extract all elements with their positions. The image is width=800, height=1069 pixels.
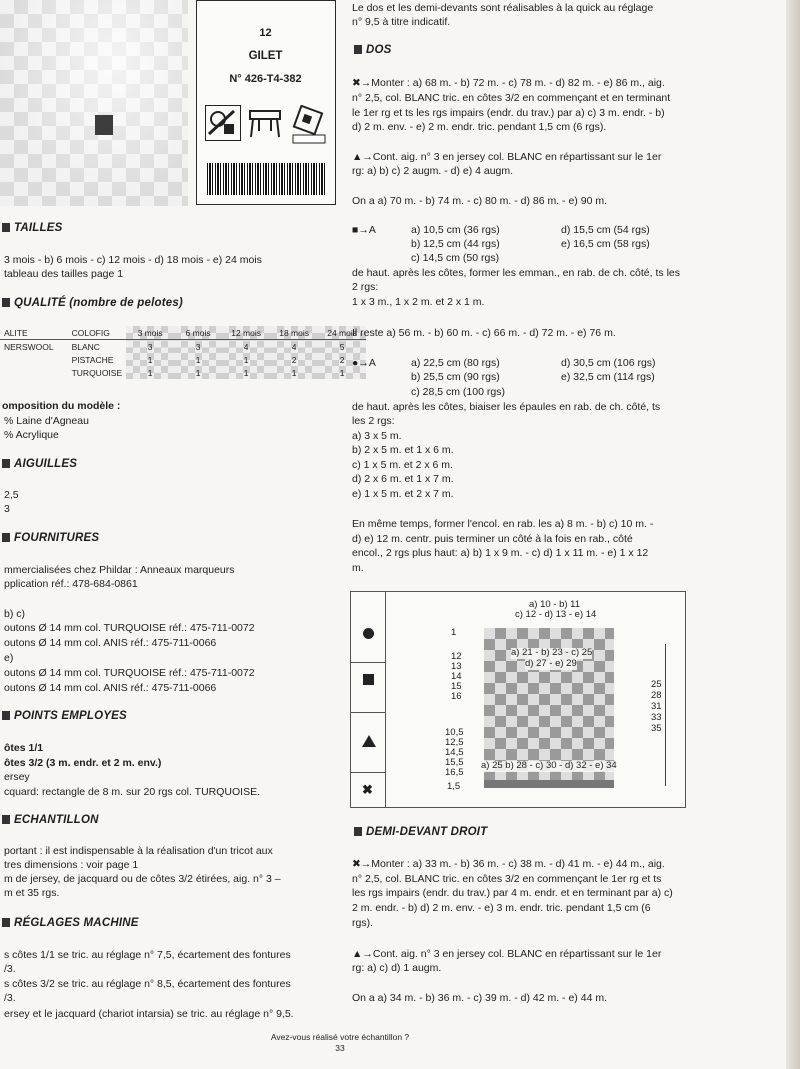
dos-p3: On a a) 70 m. - b) 74 m. - c) 80 m. - d) 86 m. - e) 90 m. bbox=[352, 195, 607, 207]
schematic-inner1: a) 21 - b) 23 - c) 25 bbox=[511, 647, 593, 658]
photo-pocket-badge bbox=[95, 115, 113, 135]
boutons-line3: e) bbox=[4, 652, 14, 664]
schematic-low-a: 10,5 bbox=[445, 727, 464, 738]
boutons-line2: outons Ø 14 mm col. ANIS réf.: 475-711-0066 bbox=[4, 637, 217, 649]
dos-square-d: d) 15,5 cm (54 rgs) bbox=[561, 224, 650, 236]
dos-p1-line1: ✖→Monter : a) 68 m. - b) 72 m. - c) 78 m. - d) 82 m. - e) 86 m., aig. bbox=[352, 77, 665, 89]
table-cell: 3 bbox=[174, 340, 222, 354]
footer-question: Avez-vous réalisé votre échantillon ? bbox=[270, 1032, 410, 1042]
schematic-left-b: 13 bbox=[451, 661, 462, 672]
dos-epaule-b: b) 2 x 5 m. et 1 x 6 m. bbox=[352, 444, 454, 456]
table-cell: PISTACHE bbox=[71, 354, 114, 365]
dos-square-b: b) 12,5 cm (44 rgs) bbox=[411, 238, 500, 250]
reglages-line4: /3. bbox=[4, 992, 16, 1004]
table-row bbox=[0, 366, 366, 379]
schematic-rib: 1,5 bbox=[447, 781, 461, 792]
page-number: 33 bbox=[335, 1043, 345, 1053]
dos-p2-line2: rg: a) b) c) 2 augm. - d) e) 4 augm. bbox=[352, 165, 514, 177]
dos-square-label: ■→A bbox=[352, 224, 376, 236]
dos-square-a: a) 10,5 cm (36 rgs) bbox=[411, 224, 500, 236]
dos-circle-label: ●→A bbox=[352, 357, 376, 369]
points-line1: ôtes 1/1 bbox=[4, 742, 44, 754]
height-dimension-line bbox=[665, 644, 666, 786]
dos-p2-line1: ▲→Cont. aig. n° 3 en jersey col. BLANC en répartissant sur le 1er bbox=[352, 151, 662, 163]
schematic-top1: a) 10 - b) 11 bbox=[529, 599, 581, 610]
dd-p2-line1: ▲→Cont. aig. n° 3 en jersey col. BLANC en répartissant sur le 1er bbox=[352, 948, 662, 960]
table-cell: 3 bbox=[126, 340, 174, 354]
dos-p7-line2: d) e) 12 m. centr. puis terminer un côté à la fois en rab., côté bbox=[352, 533, 633, 545]
schematic-right-e: 35 bbox=[651, 723, 662, 734]
knitting-machine-icon bbox=[205, 105, 241, 141]
composition-line1: % Laine d'Agneau bbox=[4, 415, 89, 427]
intro-line1: Le dos et les demi-devants sont réalisables à la quick au réglage bbox=[352, 2, 654, 14]
schematic-right-b: 28 bbox=[651, 690, 662, 701]
schematic-one: 1 bbox=[451, 627, 457, 638]
dos-heading: DOS bbox=[354, 44, 392, 56]
schematic-row-line bbox=[351, 662, 385, 663]
echantillon-line3: m de jersey, de jacquard ou de côtes 3/2 étirées, aig. n° 3 – bbox=[4, 873, 281, 885]
dos-circle-a: a) 22,5 cm (80 rgs) bbox=[411, 357, 500, 369]
echantillon-line1: portant : il est indispensable à la réalisation d'un tricot aux bbox=[4, 845, 273, 857]
table-cell: 1 bbox=[126, 353, 174, 366]
dd-p2-line2: rg: a) c) d) 1 augm. bbox=[352, 962, 442, 974]
boutons-line5: outons Ø 14 mm col. ANIS réf.: 475-711-0066 bbox=[4, 682, 217, 694]
schematic-left-a: 12 bbox=[451, 651, 462, 662]
schematic-row-line bbox=[351, 712, 385, 713]
dos-epaule-a: a) 3 x 5 m. bbox=[352, 430, 402, 442]
dd-p1-line3: les rgs impairs (endr. du trav.) par 4 m. endr. et en terminant par a) c) bbox=[352, 887, 673, 899]
cross-symbol-icon: ✖ bbox=[362, 782, 373, 797]
schematic-right-a: 25 bbox=[651, 679, 662, 690]
points-line4: cquard: rectangle de 8 m. sur 20 rgs col. TURQUOISE. bbox=[4, 786, 260, 798]
tailles-line1: 3 mois - b) 6 mois - c) 12 mois - d) 18 mois - e) 24 mois bbox=[4, 254, 262, 266]
reglages-heading: RÉGLAGES MACHINE bbox=[2, 917, 139, 929]
table-cell: TURQUOISE bbox=[71, 367, 123, 378]
dos-epaule-e: e) 1 x 5 m. et 2 x 7 m. bbox=[352, 488, 454, 500]
table-cell: 12 mois bbox=[222, 326, 270, 340]
dos-circle-d: d) 30,5 cm (106 rgs) bbox=[561, 357, 656, 369]
card-title: GILET bbox=[248, 50, 283, 62]
quick-knit-icon bbox=[289, 105, 325, 141]
aiguilles-line2: 3 bbox=[4, 503, 10, 515]
triangle-symbol-icon bbox=[362, 735, 376, 747]
echantillon-line2: tres dimensions : voir page 1 bbox=[4, 859, 139, 871]
card-number: 12 bbox=[259, 27, 272, 39]
dd-p1-line4: 2 m. endr. - b) d) 2 m. env. - e) 3 m. endr. tric. pendant 1,5 cm (6 bbox=[352, 902, 651, 914]
schematic-low-d: 15,5 bbox=[445, 757, 464, 768]
schematic-right-d: 33 bbox=[651, 712, 662, 723]
dos-p7-line4: m. bbox=[352, 562, 364, 574]
dos-epaule-c: c) 1 x 5 m. et 2 x 6 m. bbox=[352, 459, 453, 471]
table-row bbox=[0, 353, 366, 366]
table-cell: NERSWOOL bbox=[4, 341, 54, 352]
dos-p5: Il reste a) 56 m. - b) 60 m. - c) 66 m. - d) 72 m. - e) 76 m. bbox=[352, 327, 616, 339]
table-cell: COLOFIG bbox=[58, 326, 127, 340]
table-cell: 5 bbox=[318, 340, 366, 354]
square-symbol-icon bbox=[363, 674, 374, 685]
dd-p1-line5: rgs). bbox=[352, 917, 373, 929]
dos-schematic bbox=[350, 591, 686, 808]
dos-p7-line3: encol., 2 rgs plus haut: a) b) 1 x 9 m. - c) d) 1 x 11 m. - e) 1 x 12 bbox=[352, 547, 649, 559]
dd-p1-line2: n° 2,5, col. BLANC tric. en côtes 3/2 en commençant le 1er rg et ts bbox=[352, 873, 662, 885]
qualite-heading: QUALITÉ (nombre de pelotes) bbox=[2, 297, 183, 309]
table-cell: 1 bbox=[270, 366, 318, 379]
dos-p4-line1: de haut. après les côtes, former les emman., en rab. de ch. côté, ts les bbox=[352, 267, 680, 279]
schematic-left-d: 15 bbox=[451, 681, 462, 692]
qualite-table-wrap bbox=[0, 326, 366, 379]
schematic-bottom: a) 25 b) 28 - c) 30 - d) 32 - e) 34 bbox=[481, 760, 617, 771]
fournitures-line1: mmercialisées chez Phildar : Anneaux marqueurs bbox=[4, 564, 235, 576]
table-icon bbox=[247, 105, 283, 141]
tailles-line2: tableau des tailles page 1 bbox=[4, 268, 124, 280]
schematic-low-c: 14,5 bbox=[445, 747, 464, 758]
reglages-line3: s côtes 3/2 se tric. au réglage n° 8,5, écartement des fontures bbox=[4, 978, 291, 990]
table-cell: 18 mois bbox=[270, 326, 318, 340]
table-cell: 2 bbox=[318, 353, 366, 366]
qualite-table-header bbox=[0, 326, 366, 340]
reglages-line5: ersey et le jacquard (chariot intarsia) se tric. au réglage n° 9,5. bbox=[4, 1008, 294, 1020]
table-cell: 2 bbox=[270, 353, 318, 366]
echantillon-heading: ECHANTILLON bbox=[2, 814, 99, 826]
intro-line2: n° 9,5 à titre indicatif. bbox=[352, 16, 451, 28]
baby-photo bbox=[0, 0, 188, 206]
table-cell: 1 bbox=[222, 353, 270, 366]
qualite-table bbox=[0, 326, 366, 379]
table-cell: 3 mois bbox=[126, 326, 174, 340]
dos-p6-line2: les 2 rgs: bbox=[352, 415, 395, 427]
demi-devant-heading: DEMI-DEVANT DROIT bbox=[354, 826, 487, 838]
page-edge bbox=[786, 0, 800, 1069]
dos-circle-e: e) 32,5 cm (114 rgs) bbox=[561, 371, 655, 383]
table-cell: 1 bbox=[174, 366, 222, 379]
reglages-line2: /3. bbox=[4, 963, 16, 975]
table-cell bbox=[0, 353, 58, 366]
dos-p6-line1: de haut. après les côtes, biaiser les épaules en rab. de ch. côté, ts bbox=[352, 401, 661, 413]
dos-p4-line2: 2 rgs: bbox=[352, 281, 379, 293]
table-cell: BLANC bbox=[71, 341, 100, 352]
dd-p1-line1: ✖→Monter : a) 33 m. - b) 36 m. - c) 38 m. - d) 41 m. - e) 44 m., aig. bbox=[352, 858, 665, 870]
boutons-line0: b) c) bbox=[4, 608, 25, 620]
table-cell: 4 bbox=[270, 340, 318, 354]
table-cell: 1 bbox=[174, 353, 222, 366]
dos-p1-line4: d) 2 m. env. - e) 2 m. endr. tric. pendant 1,5 cm (6 rgs). bbox=[352, 121, 607, 133]
table-cell: ALITE bbox=[0, 326, 58, 340]
table-cell: 1 bbox=[222, 366, 270, 379]
schematic-divider bbox=[385, 592, 386, 807]
schematic-low-b: 12,5 bbox=[445, 737, 464, 748]
schematic-inner2: d) 27 - e) 29 bbox=[525, 658, 577, 669]
rib-band bbox=[484, 780, 614, 788]
circle-symbol-icon bbox=[363, 628, 374, 639]
boutons-line1: outons Ø 14 mm col. TURQUOISE réf.: 475-711-0072 bbox=[4, 622, 255, 634]
table-cell: 24 mois bbox=[318, 326, 366, 340]
fournitures-line2: pplication réf.: 478-684-0861 bbox=[4, 578, 138, 590]
aiguilles-line1: 2,5 bbox=[4, 489, 19, 501]
composition-line2: % Acrylique bbox=[4, 429, 59, 441]
table-cell bbox=[0, 366, 58, 379]
table-cell: 6 mois bbox=[174, 326, 222, 340]
photo-highlight bbox=[0, 0, 188, 206]
dos-p1-line3: le 1er rg et ts les rgs impairs (endr. du trav.) par a) c) 3 m. endr. - b) bbox=[352, 107, 665, 119]
table-row bbox=[0, 340, 366, 354]
schematic-left-c: 14 bbox=[451, 671, 462, 682]
echantillon-line4: m et 35 rgs. bbox=[4, 887, 60, 899]
dos-square-c: c) 14,5 cm (50 rgs) bbox=[411, 252, 500, 264]
card-reference: N° 426-T4-382 bbox=[229, 73, 302, 85]
schematic-row-line bbox=[351, 772, 385, 773]
composition-heading: omposition du modèle : bbox=[2, 400, 121, 412]
schematic-top2: c) 12 - d) 13 - e) 14 bbox=[515, 609, 597, 620]
barcode bbox=[207, 163, 325, 195]
tailles-heading: TAILLES bbox=[2, 222, 62, 234]
schematic-right-c: 31 bbox=[651, 701, 662, 712]
boutons-line4: outons Ø 14 mm col. TURQUOISE réf.: 475-711-0072 bbox=[4, 667, 255, 679]
table-cell: 1 bbox=[318, 366, 366, 379]
pattern-card bbox=[196, 0, 336, 205]
table-cell: 1 bbox=[126, 366, 174, 379]
aiguilles-heading: AIGUILLES bbox=[2, 458, 77, 470]
schematic-left-e: 16 bbox=[451, 691, 462, 702]
dos-p7-line1: En même temps, former l'encol. en rab. les a) 8 m. - b) c) 10 m. - bbox=[352, 518, 654, 530]
dos-epaule-d: d) 2 x 6 m. et 1 x 7 m. bbox=[352, 473, 454, 485]
dd-p3: On a a) 34 m. - b) 36 m. - c) 39 m. - d) 42 m. - e) 44 m. bbox=[352, 992, 607, 1004]
points-line3: ersey bbox=[4, 771, 30, 783]
reglages-line1: s côtes 1/1 se tric. au réglage n° 7,5, écartement des fontures bbox=[4, 949, 291, 961]
fournitures-heading: FOURNITURES bbox=[2, 532, 99, 544]
dos-circle-b: b) 25,5 cm (90 rgs) bbox=[411, 371, 500, 383]
points-line2: ôtes 3/2 (3 m. endr. et 2 m. env.) bbox=[4, 757, 162, 769]
dos-p4-line3: 1 x 3 m., 1 x 2 m. et 2 x 1 m. bbox=[352, 296, 485, 308]
dos-p1-line2: n° 2,5, col. BLANC tric. en côtes 3/2 en commençant et en terminant bbox=[352, 92, 671, 104]
table-cell: 4 bbox=[222, 340, 270, 354]
points-heading: POINTS EMPLOYES bbox=[2, 710, 127, 722]
dos-square-e: e) 16,5 cm (58 rgs) bbox=[561, 238, 650, 250]
schematic-low-e: 16,5 bbox=[445, 767, 464, 778]
dos-circle-c: c) 28,5 cm (100 rgs) bbox=[411, 386, 505, 398]
